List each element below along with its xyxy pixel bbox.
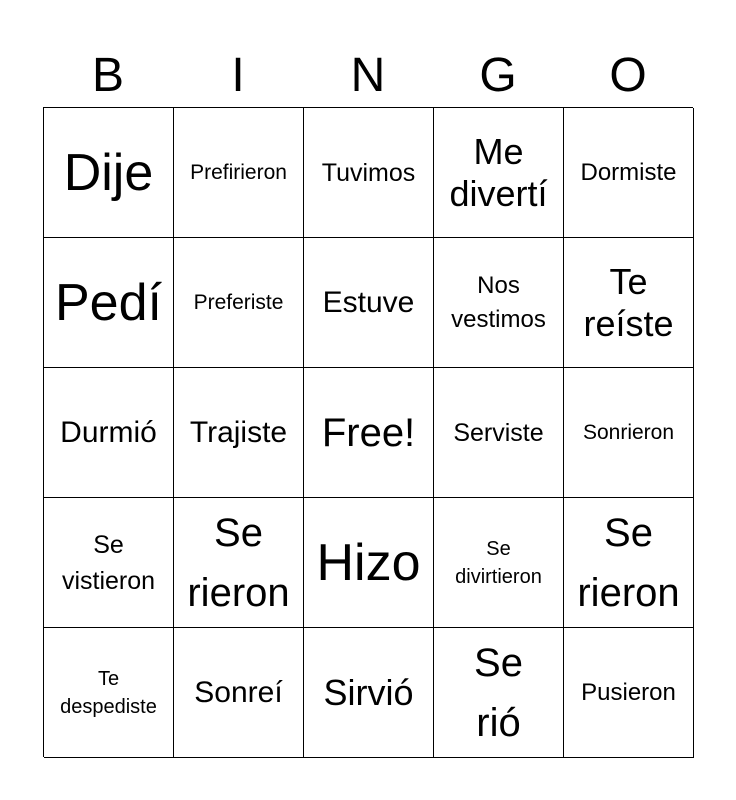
header-letter-b: B [91,49,124,102]
bingo-cell-r1-c4[interactable] [434,108,564,238]
bingo-cell-r5-c5[interactable] [564,628,694,758]
header-letter-i: I [231,49,245,102]
bingo-cell-r3-c2[interactable] [174,368,304,498]
cell-text: Pusieron [581,678,676,706]
bingo-cell-r1-c5[interactable] [564,108,694,238]
bingo-cell-r4-c5[interactable] [564,498,694,628]
cell-text: Me divertí [449,130,548,214]
cell-text: Te reíste [583,260,674,344]
header-letter-n: N [350,49,386,102]
bingo-cell-r5-c1[interactable] [44,628,174,758]
bingo-header [43,46,693,106]
cell-text: Trajiste [189,415,288,449]
cell-text: Estuve [322,285,415,319]
bingo-cell-r4-c1[interactable] [44,498,174,628]
bingo-cell-r5-c3[interactable] [304,628,434,758]
cell-text: Se vistieron [61,530,156,595]
cell-text: Dije [63,143,154,202]
cell-text: Se divirtieron [455,537,542,588]
bingo-cell-r2-c5[interactable] [564,238,694,368]
bingo-card-grid [43,107,693,757]
cell-text: Preferiste [193,290,284,314]
bingo-cell-r3-c1[interactable] [44,368,174,498]
cell-text: Tuvimos [321,158,416,187]
cell-text: Sonreí [194,675,283,709]
bingo-cell-r2-c4[interactable] [434,238,564,368]
cell-text: Te despediste [60,667,157,718]
cell-text: Hizo [316,533,421,592]
cell-text: Durmió [60,415,157,449]
cell-text: Prefirieron [190,160,287,184]
cell-text: Sirvió [323,671,414,713]
bingo-cell-r1-c1[interactable] [44,108,174,238]
bingo-cell-r2-c1[interactable] [44,238,174,368]
bingo-cell-r4-c3[interactable] [304,498,434,628]
cell-text: Se rió [474,640,523,745]
cell-text: Nos vestimos [451,271,546,333]
cell-text: Dormiste [580,158,677,186]
bingo-cell-r2-c3[interactable] [304,238,434,368]
header-letter-o: O [609,49,647,102]
bingo-cell-r1-c3[interactable] [304,108,434,238]
bingo-cell-r5-c2[interactable] [174,628,304,758]
cell-text: Se rieron [187,510,290,615]
bingo-cell-r2-c2[interactable] [174,238,304,368]
header-letter-g: G [479,49,517,102]
bingo-cell-r4-c2[interactable] [174,498,304,628]
bingo-cell-r3-c4[interactable] [434,368,564,498]
bingo-cell-r5-c4[interactable] [434,628,564,758]
bingo-cell-r3-c3 free-space[interactable] [304,368,434,498]
free-space-label: Free! [321,410,416,455]
cell-text: Sonrieron [582,420,675,444]
cell-text: Serviste [453,418,544,447]
cell-text: Se rieron [577,510,680,615]
bingo-cell-r4-c4[interactable] [434,498,564,628]
cell-text: Pedí [55,273,162,332]
bingo-cell-r1-c2[interactable] [174,108,304,238]
bingo-cell-r3-c5[interactable] [564,368,694,498]
